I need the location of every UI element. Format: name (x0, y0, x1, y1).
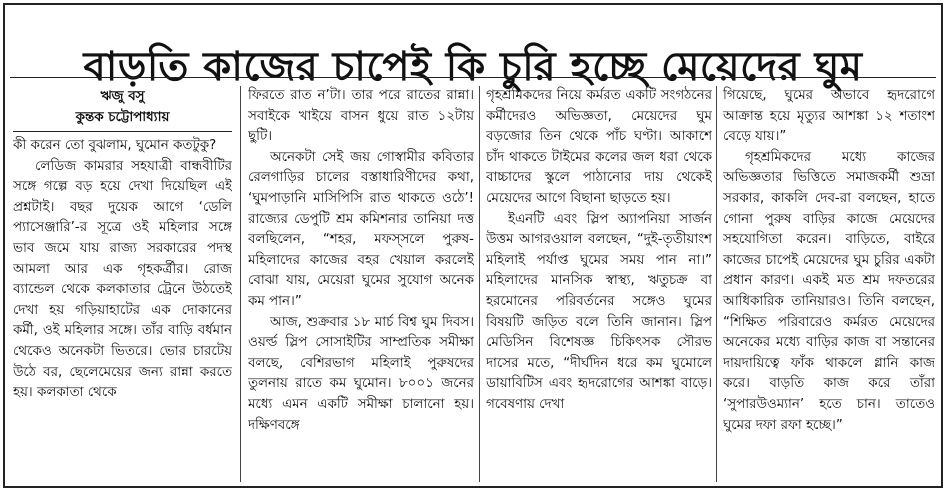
column-divider (479, 86, 480, 482)
paragraph: গৃহশ্রমিকদের নিয়ে কর্মরত একটি সংগঠনের কর্মীদেরও অভিজ্ঞতা, মেয়েদের ঘুম বড়জোর তিন থেকে পাঁচ ঘণ্টা। আকাশে চাঁদ থাকতে টাইমের কলের জল ধরা থেকে বাচ্চাদের স্কুলে পাঠানোর দায় থেকেই মেয়েদের আগে বিছানা ছাড়তে হয়। (486, 88, 712, 206)
headline: বাড়তি কাজের চাপেই কি চুরি হচ্ছে মেয়েদের ঘুম (83, 43, 863, 90)
author-name: ঋজু বসু (100, 89, 145, 104)
paragraph: আজ, শুক্রবার ১৮ মার্চ বিশ্ব ঘুম দিবস। ওয়র্ল্ড স্লিপ সোসাইটির সাম্প্রতিক সমীক্ষা বলছে, বেশিরভাগ মহিলাই পুরুষদের তুলনায় রাতে কম ঘুমোন। ৮০০১ জনের মধ্যে এমন একটি সমীক্ষা চালানো হয়। দক্ষিণবঙ্গে (248, 314, 474, 433)
column-2 (248, 86, 474, 484)
paragraph: ইএনটি এবং স্লিপ অ্যাপনিয়া সার্জন উত্তম আগরওয়াল বলছেন, “দুই-তৃতীয়াংশ মহিলাই পর্যাপ্ত ঘুমের সময় পান না।” মহিলাদের মানসিক স্বাস্থ্য, ঋতুচক্র বা হরমোনের পরিবর্তনের সঙ্গেও ঘুমের বিষয়টি জড়িত বলে তিনি জানান। স্লিপ মেডিসিন বিশেষজ্ঞ চিকিৎসক সৌরভ দাসের মতে, “দীর্ঘদিন ধরে কম ঘুমোলে ডায়াবিটিস এবং হৃদরোগের আশঙ্কা বাড়ে। গবেষণায় দেখা (486, 211, 712, 412)
column-1 (13, 86, 232, 484)
column-4 (723, 86, 935, 484)
paragraph: লেডিজ কামরার সহযাত্রী বান্ধবীটির সঙ্গে গল্পে বড় হয়ে দেখা দিয়েছিল এই প্রশ্নটাই। বছর দুয়েক আগে ‘ডেলি প্যাসেঞ্জারি’-র সূত্রে ওই মহিলার সঙ্গে ভাব জমে যায় রাজ্য সরকারের পদস্থ আমলা আর এক গৃহকর্ত্রীর। রোজ ব্যান্ডেল থেকে কলকাতার ট্রেনে উঠতেই দেখা হয় গড়িয়াহাটের এক দোকানের কর্মী, ওই মহিলার সঙ্গে। তাঁর বাড়ি বর্ধমান থেকেও অনেকটা ভিতরে। ভোর চারটেয় উঠে বর, ছেলেমেয়ের জন্য রান্না করতে হয়। কলকাতা থেকে (13, 158, 232, 401)
column-divider (716, 86, 717, 482)
paragraph: অনেকটা সেই জয় গোস্বামীর কবিতার রেলগাড়ির চালের বস্তাধারিণীদের কথা, ‘ঘুমপাড়ানি মাসিপিসি রাত থাকতে ওঠে’! রাজ্যের ডেপুটি শ্রম কমিশনার তানিয়া দত্ত বলছিলেন, “শহর, মফস্সলে পুরুষ-মহিলাদের কাজের বহর খেয়াল করলেই বোঝা যায়, মেয়েরা ঘুমের সুযোগ অনেক কম পান।” (248, 149, 474, 309)
paragraph: ফিরতে রাত ন’টা। তার পরে রাতের রান্না। সবাইকে খাইয়ে বাসন ধুয়ে রাত ১২টায় ছুটি। (248, 88, 474, 145)
author-name: কুন্তক চট্টোপাধ্যায় (75, 110, 170, 125)
headline-rule (10, 77, 936, 78)
column-3 (486, 86, 712, 484)
paragraph: গৃহশ্রমিকদের মধ্যে কাজের অভিজ্ঞতার ভিত্তিতে সমাজকর্মী শুভ্রা সরকার, কাকলি দেব-রা বলছেন, হাতে গোনা পুরুষ বাড়ির কাজে মেয়েদের সহযোগিতা করেন। বাড়িতে, বাইরে কাজের চাপেই মেয়েদের ঘুম চুরির একটা প্রধান কারণ। একই মত শ্রম দফতরের আধিকারিক তানিয়ারও। তিনি বলছেন, “শিক্ষিত পরিবারেও কর্মরত মেয়েদের অনেকের মধ্যে বাড়ির কাজ বা সন্তানের দায়দায়িত্বে ফাঁক থাকলে গ্লানি কাজ করে। বাড়তি কাজ করে তাঁরা ‘সুপারউওম্যান’ হতে চান। তাতেও ঘুমের দফা রফা হচ্ছে।” (723, 149, 935, 433)
lead-question: কী করেন তো বুঝলাম, ঘুমোন কতটুকু? (13, 138, 217, 153)
byline (13, 86, 232, 132)
column-divider (240, 86, 241, 482)
paragraph: গিয়েছে, ঘুমের অভাবে হৃদরোগে আক্রান্ত হয়ে মৃত্যুর আশঙ্কা ১২ শতাংশ বেড়ে যায়।” (723, 88, 935, 145)
